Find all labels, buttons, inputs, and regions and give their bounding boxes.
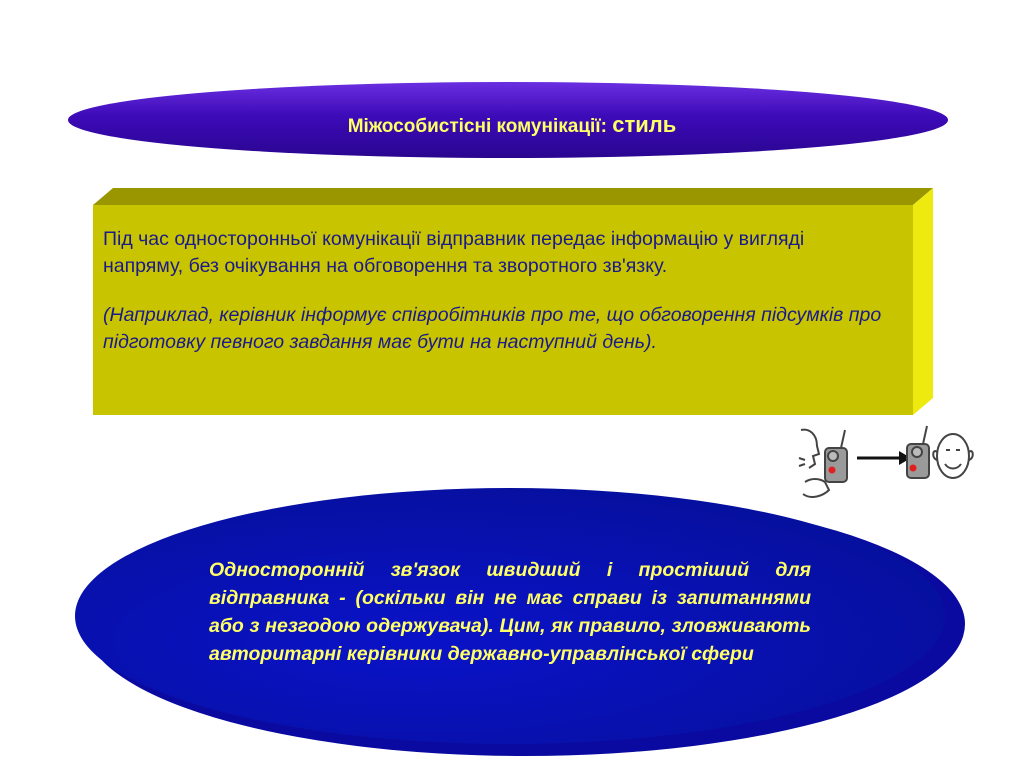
title-part1: Міжособистісні комунікації: — [347, 116, 607, 137]
info-paragraph-example: (Наприклад, керівник інформує співробітників про те, що обговорення підсумків про підготовку певного завдання має бути на наступний день). — [103, 304, 882, 353]
conclusion-text: Односторонній зв'язок швидший і простіший для відправника - (оскільки він не має справи із запитаннями або з незгодою одержувача). Цим, як правило, зловживають авторитарні керівники державно-управлінської сфери — [209, 559, 811, 665]
title-part2: стиль — [612, 112, 677, 137]
info-box-text — [103, 226, 883, 356]
info-paragraph-main: Під час односторонньої комунікації відправник передає інформацію у вигляді напряму, без очікування на обговорення та зворотного зв'язку. — [103, 228, 805, 277]
arrow-right-icon — [857, 451, 911, 465]
